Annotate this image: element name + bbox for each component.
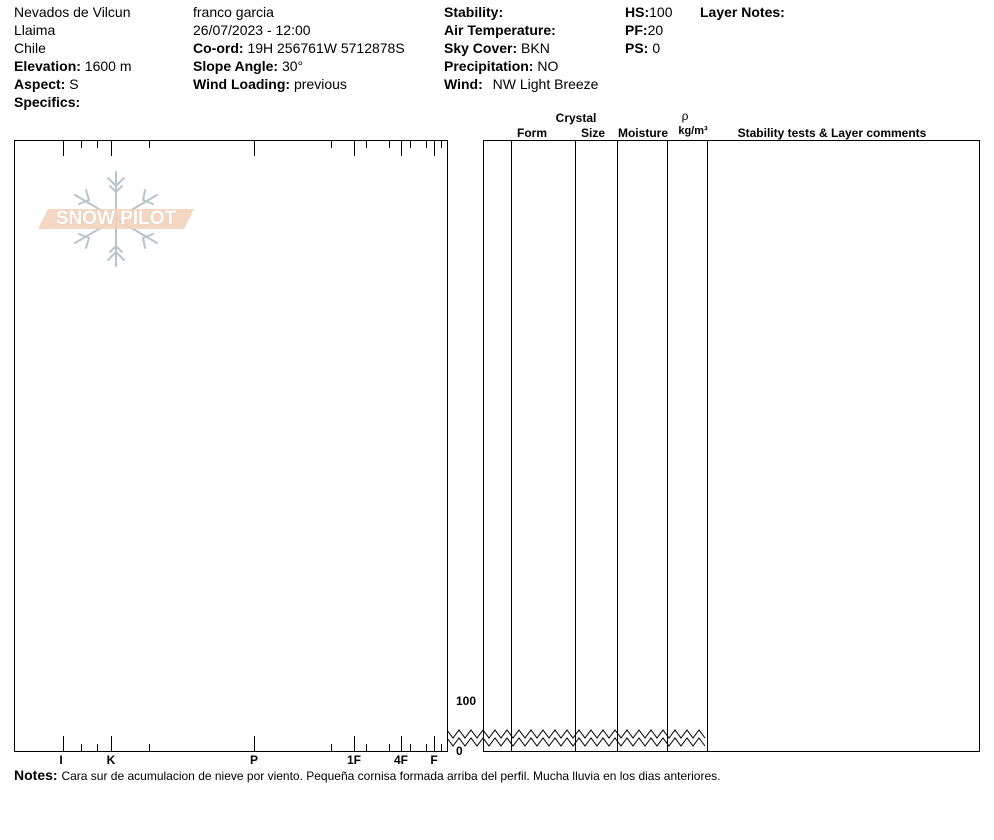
tick-bottom-4f: [401, 736, 402, 752]
wind-loading-value: previous: [293, 76, 347, 92]
tick-top-minor: [441, 140, 442, 148]
column-divider: [575, 140, 576, 752]
air-temperature-label: Air Temperature:: [444, 22, 556, 38]
ps-row: [625, 40, 660, 56]
sky-label: Sky Cover:: [444, 40, 518, 56]
snowpilot-logo-text: SNOW PILOT: [55, 208, 177, 229]
observer-name: franco garcia: [193, 4, 274, 20]
slope-row: [193, 58, 303, 74]
observation-datetime: 26/07/2023 - 12:00: [193, 22, 311, 38]
tick-bottom-minor: [389, 744, 390, 752]
tick-top-minor: [366, 140, 367, 148]
tick-bottom-minor: [441, 744, 442, 752]
pf-row: [625, 22, 663, 38]
tick-bottom-minor: [149, 744, 150, 752]
tick-top-p: [254, 140, 255, 156]
hs-value: 100: [649, 4, 673, 20]
notes-row: [14, 767, 720, 784]
stability-comments-header: Stability tests & Layer comments: [737, 126, 927, 140]
hardness-label-1f: 1F: [346, 753, 361, 767]
hs-label: HS:: [625, 4, 650, 20]
tick-bottom-i: [63, 736, 64, 752]
tick-bottom-1f: [354, 736, 355, 752]
wind-label: Wind:: [444, 76, 483, 92]
hardness-label-i: I: [59, 753, 63, 767]
tick-top-k: [111, 140, 112, 156]
hardness-label-f: F: [430, 753, 438, 767]
slope-label: Slope Angle:: [193, 58, 279, 74]
crystal-header: Crystal: [555, 111, 597, 125]
tick-bottom-minor: [410, 744, 411, 752]
rho-header: ρ: [681, 109, 689, 123]
precip-row: [444, 58, 558, 74]
aspect-value: S: [69, 76, 79, 92]
elevation-label: Elevation:: [14, 58, 81, 74]
layer-notes-label: Layer Notes:: [700, 4, 785, 20]
coord-label: Co-ord:: [193, 40, 244, 56]
tick-top-minor: [426, 140, 427, 148]
tick-top-minor: [97, 140, 98, 148]
size-header: Size: [580, 126, 605, 140]
snowpilot-logo: [38, 170, 194, 270]
coord-row: [193, 40, 405, 56]
tick-top-f: [434, 140, 435, 156]
tick-top-4f: [401, 140, 402, 156]
tick-top-1f: [354, 140, 355, 156]
precip-value: NO: [537, 58, 559, 74]
tick-top-minor: [410, 140, 411, 148]
depth-label-top: 100: [456, 694, 477, 708]
tick-top-i: [63, 140, 64, 156]
tick-bottom-k: [111, 736, 112, 752]
moisture-header: Moisture: [617, 126, 668, 140]
notes-label: Notes:: [14, 767, 58, 783]
column-divider: [707, 140, 708, 752]
column-divider: [667, 140, 668, 752]
slope-value: 30°: [281, 58, 304, 74]
column-divider: [511, 140, 512, 752]
tick-bottom-minor: [331, 744, 332, 752]
elevation-value: 1600 m: [84, 58, 132, 74]
form-header: Form: [517, 126, 547, 140]
mountain-name: Llaima: [14, 22, 56, 38]
elevation-row: [14, 58, 132, 74]
tick-top-minor: [331, 140, 332, 148]
density-unit-header: kg/m³: [678, 125, 708, 137]
tick-top-minor: [389, 140, 390, 148]
pf-value: 20: [647, 22, 664, 38]
area-name: Nevados de Vilcun: [14, 4, 131, 20]
wind-loading-row: [193, 76, 347, 92]
ps-value: 0: [652, 40, 661, 56]
hardness-label-4f: 4F: [393, 753, 408, 767]
tick-bottom-minor: [97, 744, 98, 752]
country-name: Chile: [14, 40, 46, 56]
ps-label: PS:: [625, 40, 649, 56]
wind-row: [444, 76, 598, 92]
sky-row: [444, 40, 550, 56]
wind-value: NW Light Breeze: [492, 76, 599, 92]
aspect-label: Aspect:: [14, 76, 66, 92]
tick-top-minor: [149, 140, 150, 148]
stability-label: Stability:: [444, 4, 504, 20]
coord-value: 19H 256761W 5712878S: [247, 40, 405, 56]
tick-top-minor: [81, 140, 82, 148]
precip-label: Precipitation:: [444, 58, 534, 74]
sky-value: BKN: [521, 40, 550, 56]
specifics-label: Specifics:: [14, 94, 81, 110]
column-divider: [617, 140, 618, 752]
hardness-label-k: K: [106, 753, 116, 767]
tick-bottom-p: [254, 736, 255, 752]
tick-bottom-minor: [81, 744, 82, 752]
hardness-label-p: P: [249, 753, 258, 767]
wind-loading-label: Wind Loading:: [193, 76, 291, 92]
notes-text: Cara sur de acumulacion de nieve por viento. Pequeña cornisa formada arriba del perfil. Mucha lluvia en los dias anteriores.: [61, 769, 721, 783]
depth-label-bottom: 0: [456, 744, 463, 758]
tick-bottom-minor: [426, 744, 427, 752]
aspect-row: [14, 76, 79, 92]
tick-bottom-minor: [366, 744, 367, 752]
tick-bottom-f: [434, 736, 435, 752]
pf-label: PF:: [625, 22, 648, 38]
hs-row: [625, 4, 672, 20]
layer-table: [483, 140, 980, 752]
